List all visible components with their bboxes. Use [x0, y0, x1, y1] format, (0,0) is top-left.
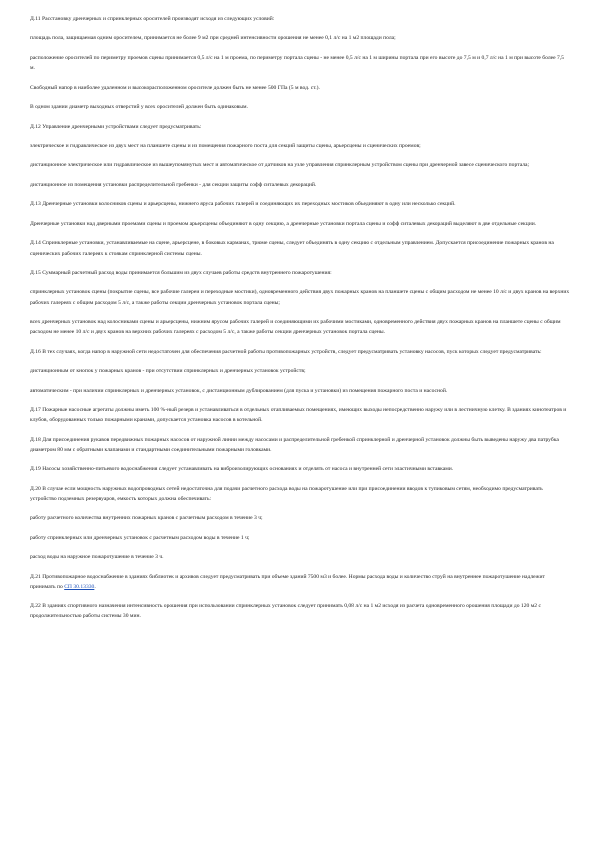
paragraph-d11: Д.11 Расстановку дренчерных и спринклерных оросителей производят исходя из следующих условий: — [30, 16, 275, 22]
paragraph-d21-tail: . — [94, 583, 96, 590]
paragraph: Свободный напор в наиболее удаленном и высокорасположенном оросителе должен быть не менее 500 ГПа (5 м вод. ст.). — [30, 84, 320, 91]
paragraph: Дренчерные установки над дверными проемами сцены и проемом арьерсцены объединяют в одну секцию, а дренчерные установки портала сцены и софф ситалевых декораций выделяют в две отдельные секции. — [30, 220, 537, 227]
paragraph: дистанционным от кнопок у пожарных кранов - при отсутствии спринклерных и дренчерных установок устройств; — [30, 368, 306, 375]
paragraph: дистанционное из помещения установки распределительной гребенки - для секции защиты софф ситалевых декораций. — [30, 181, 317, 188]
paragraph: электрическое и гидравлическое из двух мест на планшете сцены и из помещения пожарного поста для секций защиты сцены, арьерсцены и сценических проемов; — [30, 143, 421, 149]
paragraph-d16: Д.16 В тех случаях, когда напор в наружной сети недостаточен для обеспечения расчетной работы противопожарных устройств, следует предусматривать установку насосов, пуск которых следует предусматривать: — [30, 348, 542, 355]
paragraph-d21 — [30, 572, 570, 592]
paragraph-d14: Д.14 Спринклерные установки, устанавливаемые на сцене, арьерсцене, в боковых карманах, трюме сцены, следует объединять в одну секцию с отдельным управлением. Допускается присоединение пожарных кранов на сценических рабочих галереях к стоякам спринклерной системы сцены. — [30, 240, 554, 257]
paragraph-d13: Д.13 Дренчерные установки колосников сцены и арьерсцены, нижнего яруса рабочих галерей и соединяющих их переходных мостиков объединяют в одну или несколько секций. — [30, 201, 456, 208]
paragraph-d18: Д.18 Для присоединения рукавов передвижных пожарных насосов от наружной линии между насосами и распределительной гребенкой спринклерной и дренчерной установок должны быть выведены наружу два патрубка диаметром 80 мм с обратными клапанами и стандартными соединительными пожарными головками. — [30, 436, 559, 453]
paragraph: всех дренчерных установок над колосниками сцены и арьерсцены, нижним ярусом рабочих галерей и соединяющими их рабочими мостиками, одновременного действия двух пожарных кранов на планшете сцены с общим расходом не менее 10 л/с и двух кранов на верхних рабочих галереях с расходом 5 л/с, а также работы секции дренчерных установок портала сцены. — [30, 319, 561, 336]
paragraph: В одном здании диаметр выходных отверстий у всех оросителей должен быть одинаковым. — [30, 104, 248, 111]
paragraph-d12: Д.12 Управление дренчерными устройствами следует предусматривать: — [30, 123, 202, 130]
paragraph: работу расчетного количества внутренних пожарных кранов с расчетным расходом в течение 3 ч; — [30, 515, 263, 522]
paragraph: работу спринклерных или дренчерных установок с расчетным расходом воды в течение 1 ч; — [30, 534, 250, 541]
paragraph: дистанционное электрическое или гидравлическое из вышеупомянутых мест и автоматическое от датчиков на узле управления спринклерным устройством сцены при дренчерной завесе сценического портала; — [30, 162, 530, 169]
paragraph: площадь пола, защищаемая одним оросителем, принимается не более 9 м2 при средней интенсивности орошения не менее 0,1 л/с на 1 м2 площади пола; — [30, 35, 396, 42]
paragraph-d20: Д.20 В случае если мощность наружных водопроводных сетей недостаточна для подачи расчетного расхода воды на пожаротушение или при присоединении вводов к тупиковым сетям, необходимо предусматривать устройство подземных резервуаров, емкость которых должна обеспечивать: — [30, 485, 543, 502]
paragraph-d17: Д.17 Пожарные насосные агрегаты должны иметь 100 %-ный резерв и устанавливаться в отдельных отапливаемых помещениях, имеющих выходы непосредственно наружу или в лестничную клетку. В зданиях кинотеатров и клубов, оборудованных только пожарными кранами, допускается установка насосов в котельной. — [30, 407, 567, 424]
paragraph: спринклерных установок сцены (покрытие сцены, все рабочие галереи и переходные мостики), одновременного действия двух пожарных кранов на планшете сцены с общим расходом не менее 10 л/с и двух кранов на верхних рабочих галереях с общим расходом 5 л/с, а также работы секции дренчерных установок портала сцены; — [30, 289, 570, 306]
sp-30-13330-link[interactable]: СП 30.13330 — [64, 583, 95, 590]
paragraph-d15: Д.15 Суммарный расчетный расход воды принимается большим из двух случаев работы средств внутреннего пожаротушения: — [30, 270, 332, 276]
paragraph: расположение оросителей по периметру проемов сцены принимается 0,5 л/с на 1 м проема, по периметру портала сцены - не менее 0,5 л/с на 1 м ширины портала при его высоте до 7,5 м и 0,7 л/с на 1 м при высоте более 7,5 м. — [30, 54, 564, 72]
paragraph-d21-text: Д.21 Противопожарное водоснабжение в зданиях библиотек и архивов следует предусматривать при объеме зданий 7500 м3 и более. Нормы расхода воды и количество струй на внутреннее пожаротушение надлежит принимать по — [30, 573, 545, 590]
paragraph: расход воды на наружное пожаротушение в течение 3 ч. — [30, 554, 164, 561]
paragraph-d19: Д.19 Насосы хозяйственно-питьевого водоснабжения следует устанавливать на виброизолирующих основаниях и отделять от насоса и внутренней сети эластичными вставками. — [30, 466, 454, 473]
document-page — [30, 14, 570, 631]
paragraph-d22: Д.22 В зданиях спортивного назначения интенсивность орошения при использовании спринклерных установок следует принимать 0,08 л/с на 1 м2 исходя из расчета одновременного орошения площади до 120 м2 с продолжительностью работы системы 30 мин. — [30, 603, 541, 620]
paragraph: автоматическим - при наличии спринклерных и дренчерных установок, с дистанционным дублированием (для пуска и установки) из помещения пожарного поста и насосной. — [30, 387, 448, 394]
